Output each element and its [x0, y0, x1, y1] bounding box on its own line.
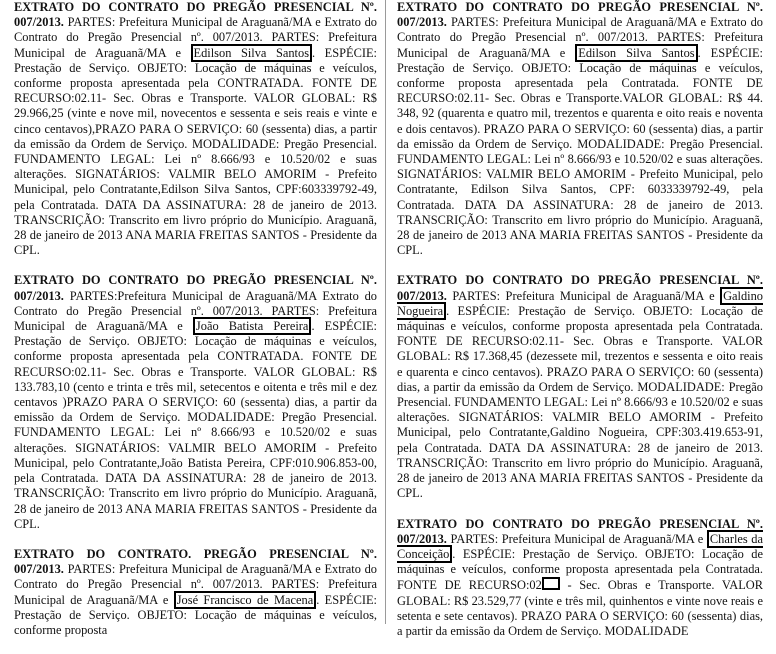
- contract-extract: [397, 273, 763, 501]
- extract-paragraph: [397, 273, 763, 501]
- extract-heading: EXTRATO DO CONTRATO DO PREGÃO PRESENCIAL Nº. 007/2013.: [397, 516, 763, 546]
- extract-paragraph: [397, 0, 763, 258]
- extract-text: . ESPÉCIE: Prestação de Serviço. OBJETO: Locação de máquinas e veículos, conforme proposta apresentada pela Contratada. FONTE DE RECURSO:02.11- Sec. Obras e Transporte. VALOR GLOBAL: R$ 17.368,45 (dezessete mil, trezentos e sessenta e oito reais e quarenta e cinco centavos). PRAZO PARA O SERVIÇO: 60 (sessenta) dias, a partir da emissão da Ordem de Serviço. MODALIDADE: Pregão Presencial. FUNDAMENTO LEGAL: Lei nº 8.666/93 e 10.520/02 e suas alterações. SIGNATÁRIOS: VALMIR BELO AMORIM - Prefeito Municipal, pelo Contratante,Galdino Nogueira, CPF:303.419.653-91, pela Contratada. DATA DA ASSINATURA: 28 de janeiro de 2013. TRANSCRIÇÃO: Transcrito em livro próprio do Município. Araguanã, 28 de janeiro de 2013 ANA MARIA FREITAS SANTOS - Presidente da CPL.: [397, 303, 763, 501]
- extract-text: . ESPÉCIE: Prestação de Serviço. OBJETO: Locação de máquinas e veículos, conforme proposta: [14, 592, 377, 637]
- contract-extract: [397, 517, 763, 640]
- highlighted-name: Edilson Silva Santos: [191, 44, 312, 62]
- contract-extract: [14, 273, 377, 531]
- extract-text: PARTES: Prefeitura Municipal de Araguanã/MA e Extrato do Contrato do Pregão Presencial nº. 007/2013. PARTES: Prefeitura Municipal de Araguanã/MA e: [397, 15, 763, 60]
- extract-paragraph: [14, 273, 377, 531]
- right-column: [397, 0, 763, 654]
- highlighted-name: José Francisco de Macena: [174, 591, 316, 609]
- extract-text: PARTES: Prefeitura Municipal de Araguanã/MA e Extrato do Contrato do Pregão Presencial nº. 007/2013. PARTES: Prefeitura Municipal de Araguanã/MA e: [14, 562, 377, 607]
- extract-text: PARTES:Prefeitura Municipal de Araguanã/MA Extrato do Contrato do Pregão Presencial nº. 007/2013. PARTES: Prefeitura Municipal de Araguanã/MA e: [14, 288, 377, 334]
- highlighted-name: Edilson Silva Santos: [575, 44, 697, 62]
- extract-heading: EXTRATO DO CONTRATO DO PREGÃO PRESENCIAL Nº. 007/2013.: [397, 273, 763, 303]
- extract-text: PARTES: Prefeitura Municipal de Araguanã/MA e: [446, 531, 707, 546]
- extract-heading: EXTRATO DO CONTRATO DO PREGÃO PRESENCIAL Nº. 007/2013.: [14, 273, 377, 303]
- extract-text: . ESPÉCIE: Prestação de Serviço. OBJETO: Locação de máquinas e veículos, conforme proposta apresentada pela CONTRATADA. FONTE DE RECURSO:02.11- Sec. Obras e Transporte. VALOR GLOBAL: R$ 29.966,25 (vinte e nove mil, novecentos e sessenta e seis reais e vinte e cinco centavos),PRAZO PARA O SERVIÇO: 60 (sessenta) dias, a partir da emissão da Ordem de Serviço. MODALIDADE: Pregão Presencial. FUNDAMENTO LEGAL: Lei nº 8.666/93 e 10.520/02 e suas alterações. SIGNATÁRIOS: VALMIR BELO AMORIM - Prefeito Municipal, pelo Contratante,Edilson Silva Santos, CPF:603339792-49, pela Contratada. DATA DA ASSINATURA: 28 de janeiro de 2013. TRANSCRIÇÃO: Transcrito em livro próprio do Município. Araguanã, 28 de janeiro de 2013 ANA MARIA FREITAS SANTOS - Presidente da CPL.: [14, 45, 377, 258]
- highlighted-name: João Batista Pereira: [193, 317, 312, 335]
- extract-text: . ESPÉCIE: Prestação de Serviço. OBJETO: Locação de máquinas e veículos, conforme proposta apresentada pela Contratada. FONTE DE RECURSO:02: [397, 546, 763, 593]
- extract-paragraph: [14, 547, 377, 638]
- contract-extract: [14, 0, 377, 258]
- extract-text: PARTES: Prefeitura Municipal de Araguanã/MA e: [446, 288, 721, 303]
- extract-text: - Sec. Obras e Transporte. VALOR GLOBAL: R$ 23.529,77 (vinte e três mil, quinhentos e vinte nove reais e setenta e sete centavos). PRAZO PARA O SERVIÇO: 60 (sessenta) dias, a partir da emissão da Ordem de Serviço. MODALIDADE: [397, 578, 763, 638]
- extract-paragraph: [397, 517, 763, 640]
- contract-extract: [397, 0, 763, 258]
- extract-paragraph: [14, 0, 377, 258]
- extract-heading: EXTRATO DO CONTRATO DO PREGÃO PRESENCIAL Nº. 007/2013.: [14, 0, 377, 30]
- extract-text: PARTES: Prefeitura Municipal de Araguanã/MA e Extrato do Contrato do Pregão Presencial nº. 007/2013. PARTES: Prefeitura Municipal de Araguanã/MA e: [14, 15, 377, 60]
- highlighted-name: Galdino Nogueira: [397, 288, 763, 318]
- highlighted-name: Charles da Conceição: [397, 531, 763, 561]
- extract-heading: EXTRATO DO CONTRATO DO PREGÃO PRESENCIAL Nº. 007/2013.: [397, 0, 763, 30]
- column-divider: [385, 0, 386, 624]
- left-column: [14, 0, 377, 653]
- contract-extract: [14, 547, 377, 638]
- extract-text: . ESPÉCIE: Prestação de Serviço. OBJETO: Locação de máquinas e veículos, conforme proposta apresentada pela CONTRATADA. FONTE DE RECURSO:02.11- Sec. Obras e Transporte. VALOR GLOBAL: R$ 133.783,10 (cento e trinta e três mil, setecentos e oitenta e três mil e dez centavos )PRAZO PARA O SERVIÇO: 60 (sessenta) dias, a partir da emissão da Ordem de Serviço. MODALIDADE: Pregão Presencial. FUNDAMENTO LEGAL: Lei nº 8.666/93 e 10.520/02 e suas alterações. SIGNATÁRIOS: VALMIR BELO AMORIM - Prefeito Municipal, pelo Contratante,João Batista Pereira, CPF:010.906.853-00, pela Contratada. DATA DA ASSINATURA: 28 de janeiro de 2013. TRANSCRIÇÃO: Transcrito em livro próprio do Município. Araguanã, 28 de janeiro de 2013 ANA MARIA FREITAS SANTOS - Presidente da CPL.: [14, 319, 378, 531]
- extract-text: . ESPÉCIE: Prestação de Serviço. OBJETO: Locação de máquinas e veículos, conforme proposta apresentada pela Contratada. FONTE DE RECURSO:02.11- Sec. Obras e Transporte.VALOR GLOBAL: R$ 44. 348, 92 (quarenta e quatro mil, trezentos e quarenta e oito reais e noventa e dois centavos). PRAZO PARA O SERVIÇO: 60 (sessenta) dias, a partir da emissão da Ordem de Serviço. MODALIDADE: Pregão Presencial. FUNDAMENTO LEGAL: Lei nº 8.666/93 e 10.520/02 e suas alterações. SIGNATÁRIOS: VALMIR BELO AMORIM - Prefeito Municipal, pelo Contratante, Edilson Silva Santos, CPF: 6033339792-49, pela Contratada. DATA DA ASSINATURA: 28 de janeiro de 2013. TRANSCRIÇÃO: Transcrito em livro próprio do Município. Araguanã, 28 de janeiro de 2013 ANA MARIA FREITAS SANTOS - Presidente da CPL.: [397, 45, 763, 258]
- extract-heading: EXTRATO DO CONTRATO. PREGÃO PRESENCIAL Nº. 007/2013.: [14, 546, 377, 577]
- redaction-box: [542, 577, 560, 590]
